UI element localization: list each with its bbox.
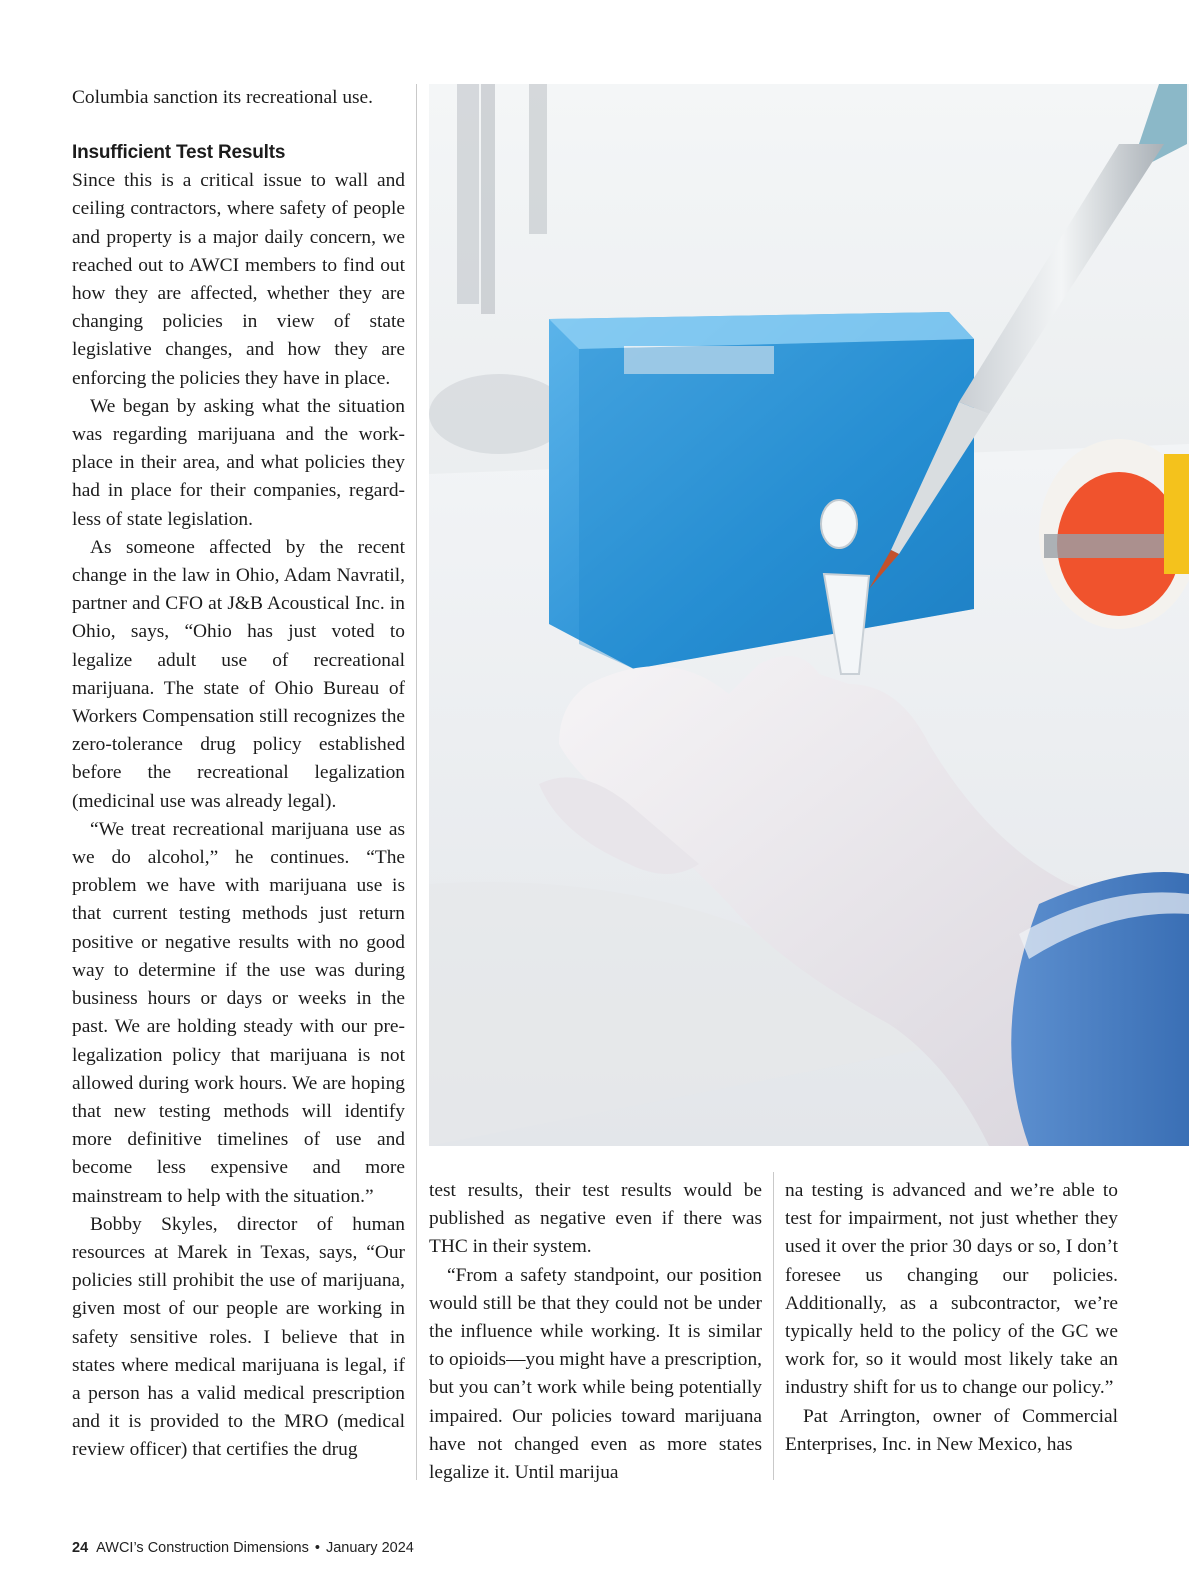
paragraph: As someone affected by the recent change in the law in Ohio, Adam Navratil, partner and CFO at J&B Acoustical Inc. in Ohio, says, “Ohio has just voted to legalize adult use of recreational marijuana. The state of Ohio Bureau of Workers Compensation still recognizes the zero-tolerance drug policy established before the recreational legalization (medicinal use was already legal). — [72, 536, 405, 812]
paragraph: Bobby Skyles, director of human resources at Marek in Texas, says, “Our policies still prohibit the use of marijuana, given most of our people are working in safety sensitive roles. I believe that in states where medical marijuana is legal, if a person has a valid medical prescription and it is provided to the MRO (medical review officer) that certifies the drug — [72, 1213, 405, 1461]
paragraph-intro-end: Columbia sanction its recreational use. — [72, 87, 374, 108]
section-heading: Insufficient Test Results — [72, 142, 286, 164]
paragraph: test results, their test results would be published as negative even if there was THC in their system. — [429, 1180, 762, 1258]
issue-date: January 2024 — [325, 1540, 414, 1556]
paragraph: na testing is advanced and we’re able to test for impairment, not just whether they used it over the prior 30 days or so, I don’t foresee us changing our policies. Additionally, as a subcontractor, we’re typically held to the policy of the GC we work for, so it would most likely take an industry shift for us to change our policy.” — [785, 1180, 1118, 1399]
lab-photo-illustration — [429, 84, 1189, 1146]
right-column — [785, 1177, 1118, 1459]
footer-separator: • — [314, 1540, 320, 1556]
middle-column — [429, 1177, 762, 1487]
page-footer — [72, 1540, 414, 1556]
paragraph: Pat Arrington, owner of Commercial Enterprises, Inc. in New Mexico, has — [785, 1405, 1118, 1455]
column-divider — [773, 1172, 774, 1480]
paragraph: We began by asking what the situation was regarding marijuana and the workplace in their area, and what policies they had in place for their companies, regardless of state legislation. — [72, 395, 405, 530]
column-divider — [416, 84, 417, 1480]
page-number: 24 — [72, 1540, 89, 1556]
paragraph: Since this is a critical issue to wall and ceiling contractors, where safety of people and property is a major daily concern, we reached out to AWCI members to find out how they are affected, whether they are changing policies in view of state legislative changes, and how they are enforcing the policies they have in place. — [72, 170, 405, 389]
paragraph: “We treat recreational marijuana use as we do alcohol,” he continues. “The problem we have with marijuana use is that current testing methods just return positive or negative results with no good way to determine if the use was during business hours or days or weeks in the past. We are holding steady with our pre-legalization policy that marijuana is not allowed during work hours. We are hoping that new testing methods will identify more definitive timelines of use and become less expensive and more mainstream to help with the situation.” — [72, 818, 405, 1207]
lab-photo — [429, 84, 1189, 1146]
publication-name: AWCI’s Construction Dimensions — [96, 1540, 309, 1556]
left-column — [72, 84, 405, 1465]
paragraph: “From a safety standpoint, our position would still be that they could not be under the influence while working. It is similar to opioids—you might have a prescription, but you can’t work while being potentially impaired. Our policies toward marijuana have not changed even as more states legalize it. Until marijua — [429, 1264, 762, 1484]
